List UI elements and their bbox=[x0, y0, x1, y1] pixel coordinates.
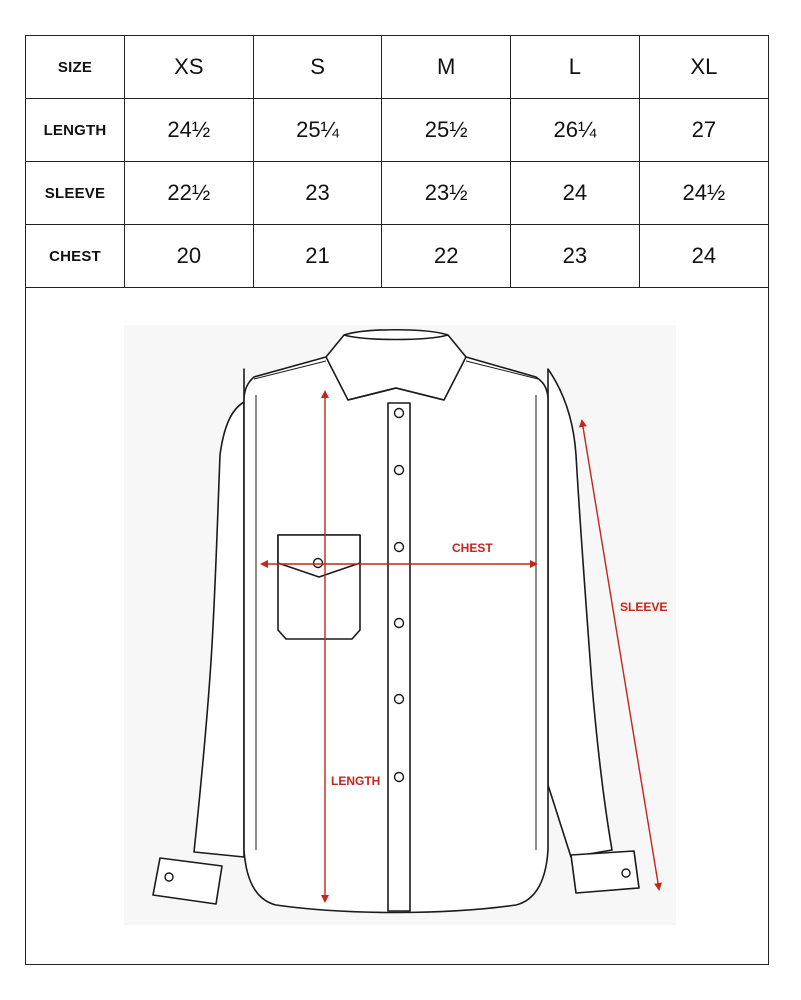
table-cell: 25½ bbox=[382, 99, 511, 162]
button-dot bbox=[395, 773, 404, 782]
table-row-sleeve bbox=[26, 162, 768, 225]
size-header-l: L bbox=[511, 36, 640, 99]
row-label-chest: CHEST bbox=[26, 225, 125, 288]
table-cell: 26¼ bbox=[511, 99, 640, 162]
table-cell: 24 bbox=[511, 162, 640, 225]
size-header-xl: XL bbox=[639, 36, 768, 99]
size-chart-frame bbox=[25, 35, 769, 965]
table-row-chest bbox=[26, 225, 768, 288]
button-dot bbox=[395, 409, 404, 418]
button-dot bbox=[395, 466, 404, 475]
shirt-drawing bbox=[26, 285, 767, 963]
size-header-s: S bbox=[253, 36, 382, 99]
table-cell: 24½ bbox=[125, 99, 254, 162]
right-cuff-button bbox=[622, 869, 630, 877]
chest-label: CHEST bbox=[452, 541, 493, 555]
size-header-xs: XS bbox=[125, 36, 254, 99]
row-label-length: LENGTH bbox=[26, 99, 125, 162]
table-cell: 21 bbox=[253, 225, 382, 288]
table-cell: 23 bbox=[253, 162, 382, 225]
button-dot bbox=[395, 543, 404, 552]
table-cell: 23½ bbox=[382, 162, 511, 225]
table-cell: 23 bbox=[511, 225, 640, 288]
table-row-length bbox=[26, 99, 768, 162]
button-dot bbox=[395, 619, 404, 628]
pocket-button bbox=[314, 559, 323, 568]
table-header-row bbox=[26, 36, 768, 99]
table-cell: 22 bbox=[382, 225, 511, 288]
size-table bbox=[26, 36, 768, 288]
shirt-measurement-diagram bbox=[26, 285, 767, 963]
row-label-sleeve: SLEEVE bbox=[26, 162, 125, 225]
length-label: LENGTH bbox=[331, 774, 381, 788]
table-cell: 25¼ bbox=[253, 99, 382, 162]
table-cell: 27 bbox=[639, 99, 768, 162]
left-cuff bbox=[153, 858, 222, 904]
sleeve-label: SLEEVE bbox=[620, 600, 668, 614]
table-cell: 22½ bbox=[125, 162, 254, 225]
table-cell: 24½ bbox=[639, 162, 768, 225]
table-cell: 24 bbox=[639, 225, 768, 288]
left-cuff-button bbox=[165, 873, 173, 881]
table-cell: 20 bbox=[125, 225, 254, 288]
size-header-label: SIZE bbox=[26, 36, 125, 99]
button-dot bbox=[395, 695, 404, 704]
size-header-m: M bbox=[382, 36, 511, 99]
